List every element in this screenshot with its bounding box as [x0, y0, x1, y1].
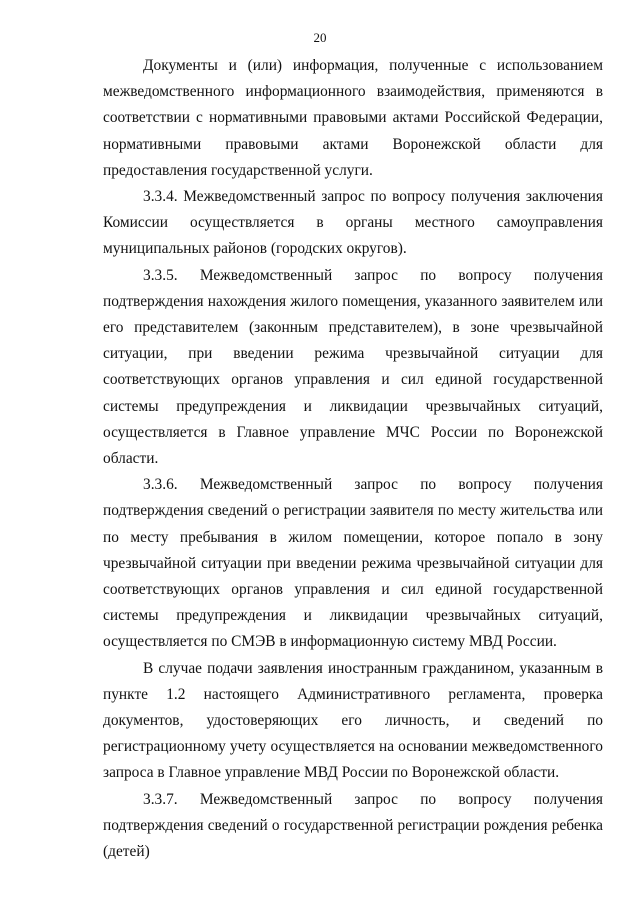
page-number: 20 [313, 30, 327, 45]
paragraph-interagency-documents: Документы и (или) информация, полученные с использованием межведомственного информационного взаимодействия, применяются в соответствии с нормативными правовыми актами Российской Федерации, нормативными правовыми актами Воронежской области для предоставления государственной услуги. [103, 57, 603, 179]
paragraph-3-3-5: 3.3.5. Межведомственный запрос по вопросу получения подтверждения нахождения жилого помещения, указанного заявителем или его представителем (законным представителем), в зоне чрезвычайной ситуации, при введении режима чрезвычайной ситуации для соответствующих органов управления и сил единой государственной системы предупреждения и ликвидации чрезвычайных ситуаций, осуществляется в Главное управление МЧС России по Воронежской области. [103, 266, 603, 468]
paragraph-3-3-7: 3.3.7. Межведомственный запрос по вопросу получения подтверждения сведений о государственной регистрации рождения ребенка (детей) [103, 790, 603, 861]
paragraph-foreign-citizen: В случае подачи заявления иностранным гражданином, указанным в пункте 1.2 настоящего Административного регламента, проверка документов, удостоверяющих его личность, и сведений по регистрационному учету осуществляется на основании межведомственного запроса в Главное управление МВД России по Воронежской области. [103, 659, 603, 782]
paragraph-3-3-6: 3.3.6. Межведомственный запрос по вопросу получения подтверждения сведений о регистрации заявителя по месту жительства или по месту пребывания в жилом помещении, которое попало в зону чрезвычайной ситуации при введении режима чрезвычайной ситуации для соответствующих органов управления и сил единой государственной системы предупреждения и ликвидации чрезвычайных ситуаций, осуществляется по СМЭВ в информационную систему МВД России. [103, 476, 603, 651]
paragraph-3-3-4: 3.3.4. Межведомственный запрос по вопросу получения заключения Комиссии осуществляется в органы местного самоуправления муниципальных районов (городских округов). [103, 188, 603, 258]
document-body [103, 53, 603, 865]
